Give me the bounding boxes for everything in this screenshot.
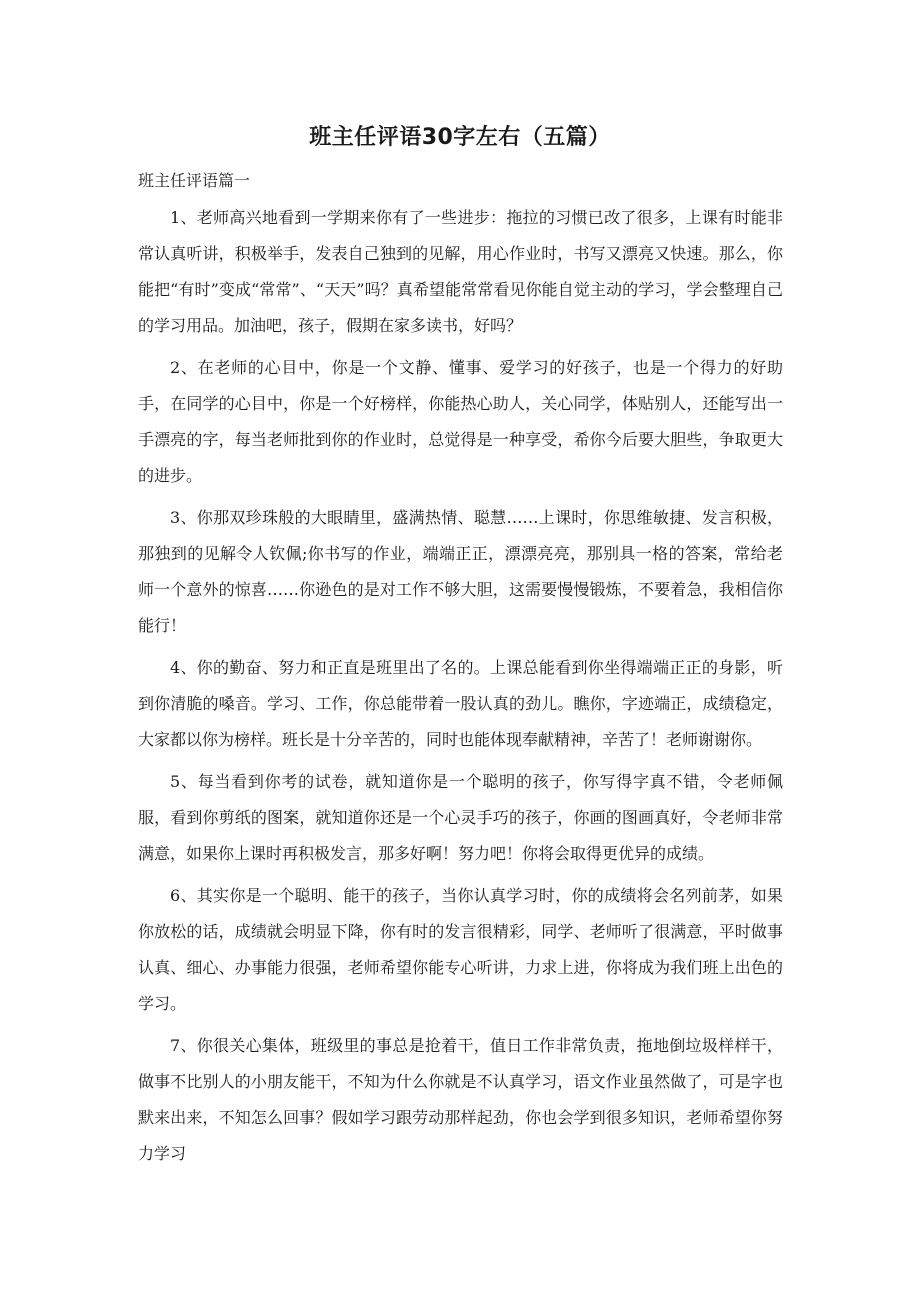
comment-paragraph-3: 3、你那双珍珠般的大眼睛里，盛满热情、聪慧……上课时，你思维敏捷、发言积极，那独到的见解令人钦佩;你书写的作业，端端正正，漂漂亮亮，那别具一格的答案，常给老师一个意外的惊喜……你逊色的是对工作不够大胆，这需要慢慢锻炼，不要着急，我相信你能行！ (138, 508, 783, 635)
section-heading: 班主任评语篇一 (138, 171, 251, 190)
comment-paragraph-5: 5、每当看到你考的试卷，就知道你是一个聪明的孩子，你写得字真不错，令老师佩服，看到你剪纸的图案，就知道你还是一个心灵手巧的孩子，你画的图画真好，令老师非常满意，如果你上课时再积极发言，那多好啊！努力吧！你将会取得更优异的成绩。 (138, 772, 783, 863)
comment-paragraph-1: 1、老师高兴地看到一学期来你有了一些进步：拖拉的习惯已改了很多，上课有时能非常认真听讲，积极举手，发表自己独到的见解，用心作业时，书写又漂亮又快速。那么，你能把“有时”变成“常常”、“天天”吗？真希望能常常看见你能自觉主动的学习，学会整理自己的学习用品。加油吧，孩子，假期在家多读书，好吗？ (138, 208, 783, 335)
document-body (138, 200, 783, 1178)
comment-paragraph-4: 4、你的勤奋、努力和正直是班里出了名的。上课总能看到你坐得端端正正的身影，听到你清脆的嗓音。学习、工作，你总能带着一股认真的劲儿。瞧你，字迹端正，成绩稳定，大家都以你为榜样。班长是十分辛苦的，同时也能体现奉献精神，辛苦了！老师谢谢你。 (138, 658, 783, 749)
comment-paragraph-2: 2、在老师的心目中，你是一个文静、懂事、爱学习的好孩子，也是一个得力的好助手，在同学的心目中，你是一个好榜样，你能热心助人，关心同学，体贴别人，还能写出一手漂亮的字，每当老师批到你的作业时，总觉得是一种享受，希你今后要大胆些，争取更大的进步。 (138, 358, 783, 485)
comment-paragraph-6: 6、其实你是一个聪明、能干的孩子，当你认真学习时，你的成绩将会名列前茅，如果你放松的话，成绩就会明显下降，你有时的发言很精彩，同学、老师听了很满意，平时做事认真、细心、办事能力很强，老师希望你能专心听讲，力求上进，你将成为我们班上出色的学习。 (138, 886, 783, 1013)
document-title: 班主任评语30字左右（五篇） (309, 125, 611, 150)
comment-paragraph-7: 7、你很关心集体，班级里的事总是抢着干，值日工作非常负责，拖地倒垃圾样样干，做事不比别人的小朋友能干，不知为什么你就是不认真学习，语文作业虽然做了，可是字也默来出来，不知怎么回事？假如学习跟劳动那样起劲，你也会学到很多知识，老师希望你努力学习 (138, 1036, 783, 1163)
